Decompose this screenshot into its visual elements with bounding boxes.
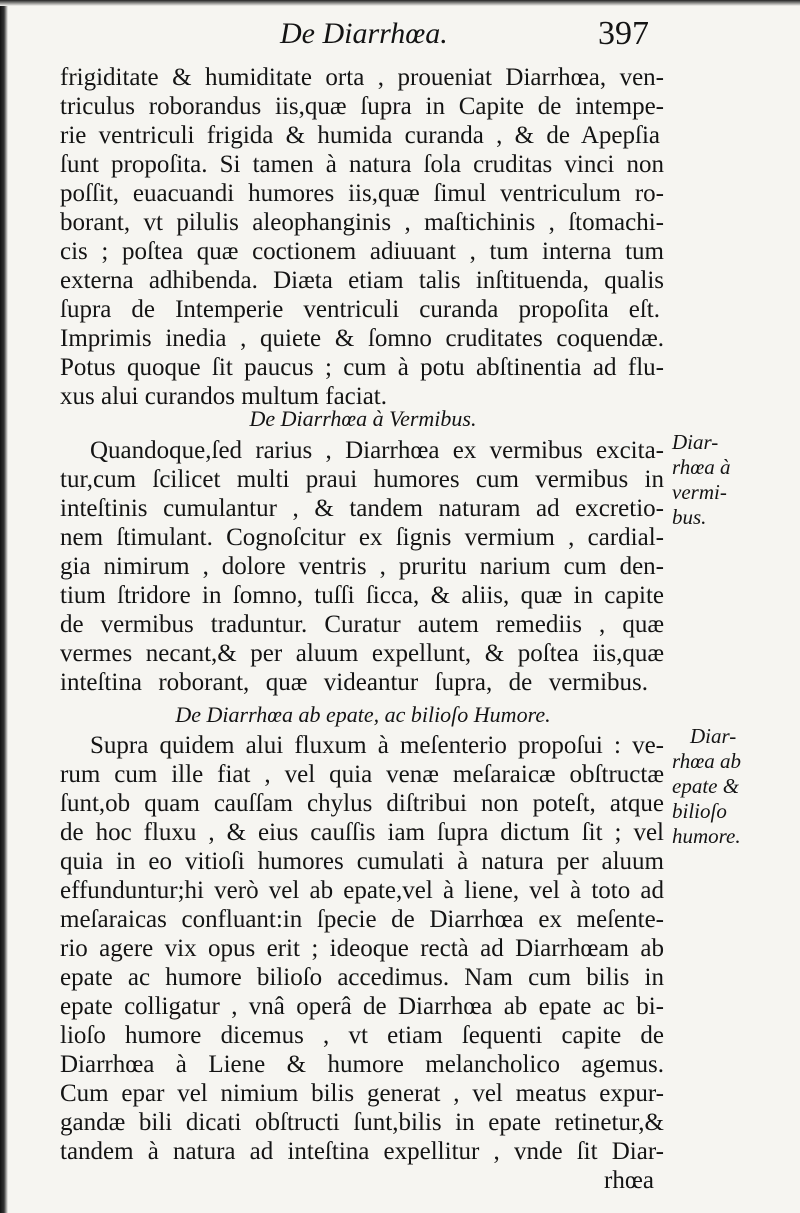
text-line: rie ventriculi frigida & humida curanda , & de Apepſia [60, 122, 660, 149]
text-line: nem ſtimulant. Cognoſcitur ex ſignis vermium , cardial- [60, 524, 664, 551]
text-line: ſunt,ob quam cauſſam chylus diſtribui non poteſt, atque [60, 790, 664, 817]
text-line: inteſtina roborant, quæ videantur ſupra, de vermibus. [60, 669, 648, 696]
text-line: Imprimis inedia , quiete & ſomno cruditates coquendæ. [60, 325, 664, 352]
text-line: tur,cum ſcilicet multi praui humores cum vermibus in [60, 466, 664, 493]
text-line: frigiditate & humiditate orta , proueniat Diarrhœa, ven- [60, 64, 664, 91]
margin-note-line: bus. [672, 505, 707, 529]
text-line: Quandoque,ſed rarius , Diarrhœa ex vermibus excita- [90, 437, 664, 464]
margin-note-line: epate & [672, 774, 740, 798]
text-line: Supra quidem alui fluxum à meſenterio propoſui : ve- [90, 732, 664, 759]
text-line: lioſo humore dicemus , vt etiam ſequenti capite de [60, 1022, 664, 1049]
margin-note-line: rhœa à [672, 455, 731, 479]
margin-note-vermibus [672, 430, 797, 530]
running-title: De Diarrhœa. [280, 17, 448, 50]
margin-note-line: rhœa ab [672, 749, 742, 773]
margin-note-epate [672, 724, 797, 849]
text-line: cis ; poſtea quæ coctionem adiuuant , tum interna tum [60, 238, 664, 265]
text-line: rio agere vix opus erit ; ideoque rectà ad Diarrhœam ab [60, 935, 664, 962]
margin-note-line: Diar- [690, 724, 737, 748]
page-gutter-shadow [0, 0, 8, 1213]
text-line: poſſit, euacuandi humores iis,quæ ſimul ventriculum ro- [60, 180, 664, 207]
text-line: ſunt propoſita. Si tamen à natura ſola cruditas vinci non [60, 151, 664, 178]
text-line: effunduntur;hi verò vel ab epate,vel à liene, vel à toto ad [60, 877, 664, 904]
margin-note-line: vermi- [672, 480, 727, 504]
text-line: epate colligatur , vnâ operâ de Diarrhœa ab epate ac bi- [60, 993, 664, 1020]
text-line: ſupra de Intemperie ventriculi curanda propoſita eſt. [60, 296, 660, 323]
text-line: gia nimirum , dolore ventris , pruritu narium cum den- [60, 553, 664, 580]
text-line: tium ſtridore in ſomno, tuſſi ſicca, & aliis, quæ in capite [60, 582, 664, 609]
margin-note-line: bilioſo [672, 799, 727, 823]
text-line: externa adhibenda. Diæta etiam talis inſtituenda, qualis [60, 267, 664, 294]
text-line: inteſtinis cumulantur , & tandem naturam ad excretio- [60, 495, 664, 522]
text-line: xus alui curandos multum faciat. [60, 383, 388, 410]
text-line: Cum epar vel nimium bilis generat , vel meatus expur- [60, 1080, 664, 1107]
text-line: gandæ bili dicati obſtructi ſunt,bilis in epate retinetur,& [60, 1109, 664, 1136]
catchword: rhœa [604, 1167, 654, 1194]
section-heading: De Diarrhœa à Vermibus. [249, 406, 477, 431]
margin-note-line: humore. [672, 824, 741, 848]
text-line: Diarrhœa à Liene & humore melancholico agemus. [60, 1051, 664, 1078]
text-line: de hoc fluxu , & eius cauſſis iam ſupra dictum ſit ; vel [60, 819, 664, 846]
text-line: triculus roborandus iis,quæ ſupra in Capite de intempe- [60, 93, 664, 120]
text-line: vermes necant,& per aluum expellunt, & poſtea iis,quæ [60, 640, 664, 667]
text-line: meſaraicas confluant:in ſpecie de Diarrhœa ex meſente- [60, 906, 664, 933]
page-top-shadow [0, 0, 800, 6]
text-line: borant, vt pilulis aleophanginis , maſtichinis , ſtomachi- [60, 209, 664, 236]
text-line: epate ac humore bilioſo accedimus. Nam cum bilis in [60, 964, 664, 991]
text-line: tandem à natura ad inteſtina expellitur , vnde ſit Diar- [60, 1138, 664, 1165]
page-number: 397 [598, 15, 649, 52]
section-heading: De Diarrhœa ab epate, ac bilioſo Humore. [175, 702, 551, 727]
text-line: de vermibus traduntur. Curatur autem remediis , quæ [60, 611, 664, 638]
margin-note-line: Diar- [672, 430, 719, 454]
text-line: rum cum ille fiat , vel quia venæ meſaraicæ obſtructæ [60, 761, 664, 788]
text-line: quia in eo vitioſi humores cumulati à natura per aluum [60, 848, 664, 875]
text-line: Potus quoque ſit paucus ; cum à potu abſtinentia ad flu- [60, 354, 664, 381]
